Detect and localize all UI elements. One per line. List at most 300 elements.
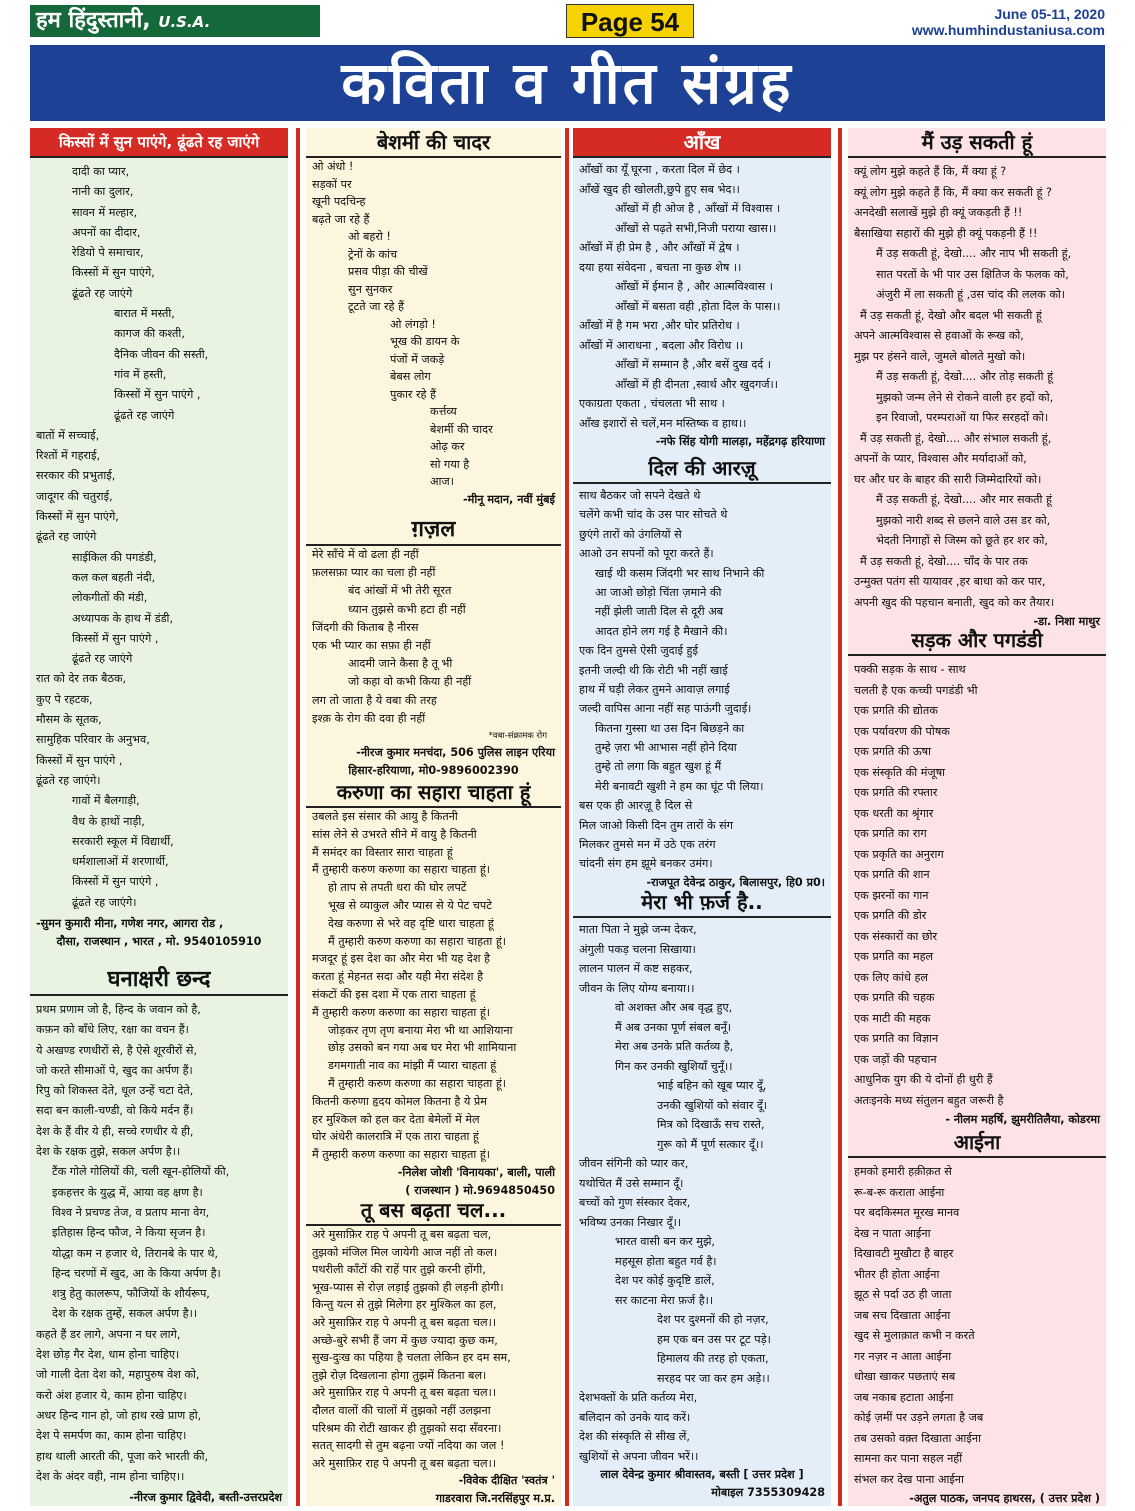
poem-line: सावन में मल्हार,	[72, 205, 138, 219]
poem-line: दिखावटी मुखौटा है बाहर	[854, 1247, 954, 1260]
poem-author: -अतुल पाठक, जनपद हाथरस, ( उत्तर प्रदेश )	[909, 1492, 1100, 1505]
poem-line: देशभक्तों के प्रति कर्तव्य मेरा,	[579, 1391, 698, 1404]
poem-line: सामुहिक परिवार के अनुभव,	[36, 733, 150, 747]
poem-line: देश की संस्कृति से सीख लें,	[579, 1430, 690, 1443]
poem-lines	[848, 656, 1106, 1111]
poem-author: -नीरज कुमार मनचंदा, 506 पुलिस लाइन एरिया	[356, 745, 555, 759]
poem-line: सामना कर पाना सहल नहीं	[854, 1452, 963, 1465]
poem-line: एक संस्कारों का छोर	[854, 929, 938, 943]
poem-line: तुम्हे तो लगा कि बहुत खुश हूं मैं	[595, 760, 722, 774]
poem-title: मैं उड़ सकती हूं	[848, 128, 1106, 158]
column-divider	[296, 128, 300, 1506]
poem-line: अरे मुसाफ़िर राह पे अपनी तू बस बढ़ता चल।।	[312, 1456, 497, 1470]
poem-line: मिल जाओ किसी दिन तुम तारों के संग	[579, 818, 733, 832]
poem-line: सुन सुनकर	[348, 282, 393, 296]
poem-line: कल कल बहती नंदी,	[72, 570, 156, 584]
poem-line: गांव में हस्ती,	[114, 367, 167, 381]
poem-author: -विवेक दीक्षित 'स्वतंत्र '	[458, 1474, 555, 1488]
poem-line: वो अशक्त और अब वृद्ध हुए,	[615, 1001, 733, 1014]
poem-line: अधर हिन्द गान हो, जो हाथ रखे प्राण हो,	[36, 1408, 202, 1422]
poem-line: संकटों की इस दशा में एक तारा चाहता हूं	[312, 987, 476, 1001]
poem-line: कर्त्तव्य	[430, 405, 457, 418]
poem-author: - नीलम महर्षि, झुमरीतिलैया, कोडरमा	[945, 1113, 1100, 1126]
poem-line: ओ लंगड़ो !	[390, 317, 436, 331]
poem-line: मुझ पर हंसने वाले, जुमले बोलते मुखो को।	[854, 349, 1026, 363]
poem-line: झूठ से पर्दा उठ ही जाता	[854, 1288, 952, 1301]
poem-line: जब सच दिखाता आईना	[854, 1308, 951, 1322]
page-number: Page 54	[566, 4, 694, 38]
poem-line: अध्यापक के हाथ में डंडी,	[72, 611, 174, 625]
poem-line: साईकिल की पगडंडी,	[72, 550, 157, 564]
poem-line: ध्यान तुझसे कभी हटा ही नहीं	[348, 602, 466, 616]
poem-line: हम एक बन उस पर टूट पड़े।	[657, 1332, 771, 1346]
poem-line: एक प्रगति की शान	[854, 868, 930, 881]
poem-line: हमको हमारी हक़ीक़त से	[854, 1165, 952, 1178]
poem-line: बस एक ही आरज़ू है दिल से	[579, 799, 693, 813]
poem-title: सड़क और पगडंडी	[848, 626, 1106, 656]
poem-badhta-chal	[306, 1196, 561, 1506]
poem-line: जो कहा वो कभी किया ही नहीं	[348, 675, 472, 689]
section-banner: कविता व गीत संग्रह	[30, 45, 1105, 121]
poem-author: -नीरज कुमार द्विवेदी, बस्ती-उत्तरप्रदेश	[129, 1491, 282, 1505]
poem-line: मैं तुम्हारी करुण करुणा का सहारा चाहता हूं।	[312, 1005, 491, 1019]
masthead-title: हम हिंदुस्तानी,	[36, 8, 151, 33]
poem-line: देश पे समर्पण का, काम होना चाहिए।	[36, 1429, 187, 1443]
poem-line: नानी का दुलार,	[72, 185, 134, 199]
poem-ghanakshari	[30, 966, 288, 1506]
poem-line: जीवन के लिए योग्य बनाया।।	[579, 981, 695, 995]
poem-line: पर बदकिस्मत मूरख मानव	[854, 1206, 960, 1219]
poem-line: जल्दी वापिस आना नहीं सह पाऊंगी जुदाई।	[579, 702, 752, 716]
poem-line: हर मुश्किल को हल कर देता बेमेलों में मेल	[312, 1112, 480, 1126]
poem-line: अपने आत्मविश्वास से हवाओं के रूख को,	[854, 329, 1024, 342]
poem-line: अरे मुसाफ़िर राह पे अपनी तू बस बढ़ता चल,	[312, 1228, 492, 1241]
poem-line: एक प्रगति की डोर	[854, 909, 927, 922]
poem-line: कफ़न को बाँधे लिए, रक्षा का वचन हैं।	[36, 1023, 189, 1037]
poem-dil-ki-aarzoo	[573, 454, 831, 892]
poem-line: किस्सों में सुन पाएंगे,	[72, 266, 155, 280]
poem-line: सरकारी स्कूल में विद्यार्थी,	[72, 834, 174, 848]
poem-author: -डा. निशा माथुर	[1033, 615, 1100, 628]
poem-line: देख न पाता आईना	[854, 1226, 931, 1240]
poem-line: एक पर्यावरण की पोषक	[854, 724, 950, 738]
poem-line: खुद से मुलाक़ात कभी न करते	[854, 1329, 975, 1342]
poem-line: आँख इशारों से चलें,मन मस्तिष्क व हाथ।।	[579, 416, 747, 430]
poem-line: रिपु को शिकस्त देते, धूल उन्हें चटा देते,	[36, 1084, 194, 1098]
poem-line: अपनों के प्यार, विश्वास और मर्यादाओं को,	[854, 452, 1027, 465]
poem-title: दिल की आरज़ू	[573, 454, 831, 484]
poem-line: आँखों में ईमान है , और आत्मविश्वास ।	[615, 280, 773, 293]
poem-line: रू-ब-रू कराता आईना	[854, 1185, 945, 1199]
poem-line: ढूंढते रह जाएंगे	[72, 286, 133, 300]
poem-line: एक संस्कृति की मंजूषा	[854, 765, 946, 779]
poem-line: ढूंढते रह जाएंगे	[36, 530, 97, 544]
poem-main-ud-sakti-hoon	[848, 128, 1106, 631]
poem-line: ओ अंधो !	[312, 160, 354, 173]
poem-author-address: गाडरवारा जि.नरसिंहपुर म.प्र.	[435, 1492, 555, 1506]
poem-lines	[306, 808, 561, 1164]
poem-line: एक माटी की महक	[854, 1011, 931, 1025]
poem-line: भविष्य उनका निखार दूँ।।	[579, 1215, 682, 1229]
poem-line: सड़कों पर	[312, 177, 352, 191]
poem-line: सरहद पर जा कर हम अड़े।।	[657, 1371, 770, 1385]
poem-line: आँखों में ही दीनता ,स्वार्थ और खुदगर्ज।।	[615, 377, 779, 391]
poem-author-address: दौसा, राजस्थान , भारत , मो. 9540105910	[56, 934, 262, 948]
poem-title: ग़ज़ल	[306, 516, 561, 546]
poem-author-address: हिसार-हरियाणा, मो0-9896002390	[348, 763, 519, 777]
poem-line: छुएंगे तारों को उंगलियों से	[579, 527, 682, 541]
poem-line: तुझको मंजिल मिल जायेगी आज नहीं तो कल।	[312, 1245, 498, 1259]
poem-line: आओ उन सपनों को पूरा करते हैं।	[579, 547, 714, 561]
poem-line: उबलते इस संसार की आयु है कितनी	[312, 810, 458, 823]
poem-line: किस्सों में सुन पाएंगे ,	[114, 388, 201, 402]
poem-lines	[573, 484, 831, 874]
poem-ghazal	[306, 516, 561, 780]
poem-line: सर काटना मेरा फ़र्ज है।।	[615, 1293, 714, 1307]
poem-line: अरे मुसाफ़िर राह पे अपनी तू बस बढ़ता चल।।	[312, 1315, 497, 1329]
poem-line: भूख की डायन के	[390, 335, 460, 348]
poem-line: योद्धा कम न हजार थे, तिरानबे के पार थे,	[52, 1246, 219, 1260]
poem-line: मिलकर तुमसे मन में उठे एक तरंग	[579, 838, 716, 852]
poem-line: डगमगाती नाव का मांझी मैं प्यारा चाहता हूं	[328, 1059, 497, 1073]
poem-line: ढूंढते रह जाएंगे।	[72, 895, 137, 909]
poem-author-address: ( राजस्थान ) मो.9694850450	[405, 1183, 555, 1197]
poem-lines	[30, 996, 288, 1487]
footnote: *वबा-संक्रामक रोग	[488, 730, 547, 741]
poem-line: जीवन संगिनी को प्यार कर,	[579, 1157, 689, 1170]
poem-line: एक धरती का श्रृंगार	[854, 806, 934, 820]
poem-line: वैध के हाथों नाड़ी,	[72, 814, 145, 828]
poem-line: अंगुली पकड़ चलना सिखाया।	[579, 942, 696, 956]
poem-line: देश के रक्षक तुझे, सकल अर्पण है।।	[36, 1145, 181, 1159]
poem-line: छोड़ उसको बन गया अब घर मेरा भी शामियाना	[328, 1041, 517, 1055]
poem-line: मैं अब उनका पूर्ण संबल बनूँ।	[615, 1020, 732, 1034]
poem-line: देश के अंदर वही, नाम होना चाहिए।।	[36, 1469, 185, 1483]
poem-title: किस्सों में सुन पाएंगे, ढूंढते रह जाएंगे	[30, 128, 288, 158]
poem-line: मेरे साँचे में वो ढला ही नहीं	[312, 548, 419, 561]
poem-line: ये अखण्ड रणधीरों से, है ऐसे शूरवीरों से,	[36, 1043, 197, 1057]
poem-author-phone: मोबाइल 7355309428	[711, 1486, 825, 1499]
poem-line: किस्सों में सुन पाएंगे ,	[72, 631, 159, 645]
poem-lines	[573, 158, 831, 433]
poem-line: टूटते जा रहे हैं	[348, 300, 404, 313]
poem-line: आदत होने लग गई है मैखाने की।	[595, 624, 728, 638]
poem-line: चलती है एक कच्ची पगडंडी भी	[854, 683, 978, 697]
poem-line: प्रसव पीड़ा की चीखें	[348, 265, 428, 278]
poem-line: गुरू को मैं पूर्ण सत्कार दूँ।।	[657, 1137, 764, 1151]
poem-line: धर्मशालाओं में शरणार्थी,	[72, 855, 169, 869]
poem-line: मेरा अब उनके प्रति कर्तव्य है,	[615, 1040, 734, 1053]
poem-line: आदमी जाने कैसा है तू भी	[348, 657, 453, 671]
poem-line: बच्चों को गुण संस्कार देकर,	[579, 1196, 691, 1209]
poem-line: बलिदान को उनके याद करें।	[579, 1410, 691, 1424]
poem-author: -मीनू मदान, नवीं मुंबई	[462, 492, 555, 506]
poem-line: नहीं झेली जाती दिल से दूरी अब	[595, 605, 724, 619]
poem-line: इतनी जल्दी थी कि रोटी भी नहीं खाई	[579, 663, 728, 677]
poem-line: लोकगीतों की मंडी,	[72, 591, 148, 605]
poem-lines	[573, 918, 831, 1466]
poem-lines	[306, 158, 561, 491]
poem-line: दया हया संवेदना , बचता ना कुछ शेष ।।	[579, 260, 742, 274]
poem-line: चलेंगे कभी चांद के उस पार सोचते थे	[579, 508, 728, 522]
poem-line: इकहत्तर के युद्ध में, आया वह क्षण है।	[52, 1185, 203, 1199]
poem-line: सांस लेने से उभरते सीने में वायु है कितनी	[312, 827, 477, 841]
poem-line: मौसम के सूतक,	[36, 713, 102, 727]
poem-title: घनाक्षरी छन्द	[30, 966, 288, 996]
poem-line: किस्सों में सुन पाएंगे ,	[72, 875, 159, 889]
column-divider	[838, 128, 842, 1506]
poem-line: कितना गुस्सा था उस दिन बिछड़ने का	[595, 721, 745, 735]
poem-line: विश्व ने प्रचण्ड तेज, व प्रताप माना वेग,	[52, 1205, 210, 1219]
poem-line: जो गाली देता देश को, महापुरुष वेश को,	[36, 1368, 200, 1382]
poem-line: अच्छे-बुरे सभी हैं जग में कुछ ज्यादा कुछ कम,	[312, 1333, 498, 1347]
poem-line: ट्रेनों के कांच	[348, 247, 398, 261]
poem-kisson	[30, 128, 288, 951]
poem-line: क्यूं लोग मुझे कहते हैं कि, मैं क्या हूं ?	[854, 165, 1007, 178]
poem-line: देख करुणा से भरे वह दृष्टि धारा चाहता हूं	[328, 916, 494, 930]
poem-line: हो ताप से तपती धरा की घोर लपटें	[328, 881, 467, 895]
poem-title: तू बस बढ़ता चल...	[306, 1196, 561, 1226]
poem-line: भारत वासी बन कर मुझे,	[615, 1235, 715, 1248]
column-2	[306, 128, 561, 1506]
poem-line: रेडियो पे समाचार,	[72, 246, 144, 260]
poem-line: बातों में सच्चाई,	[36, 428, 100, 442]
poem-line: मुझको जन्म लेने से रोकने वाली हर हदों को,	[876, 390, 1054, 404]
poem-aaina	[848, 1128, 1106, 1506]
poem-line: कागज की कश्ती,	[114, 327, 185, 341]
poem-line: ढूंढते रह जाएंगे	[72, 652, 133, 666]
poem-line: खूनी पदचिन्ह	[312, 195, 366, 208]
poem-line: बेबस लोग	[390, 370, 431, 383]
poem-line: एकाग्रता एकता , चंचलता भी साथ ।	[579, 397, 725, 410]
poem-line: मैं तुम्हारी करुण करुणा का सहारा चाहता हूं।	[312, 863, 491, 877]
poem-line: देश के रक्षक तुम्हें, सकल अर्पण है।।	[52, 1307, 198, 1321]
poem-line: आँखों से पढ़ते सभी,निजी पराया खास।।	[615, 221, 777, 235]
poem-line: करता हूं मेहनत सदा और यही मेरा संदेश है	[312, 970, 484, 984]
poem-line: फ़लसफ़ा प्यार का चला ही नहीं	[312, 566, 436, 580]
poem-line: तब उसको वक़्त दिखाता आईना	[854, 1431, 981, 1445]
poem-line: कुए पे रहटक,	[36, 692, 93, 706]
poem-line: घोर अंधेरी कालरात्रि में एक तारा चाहता हूं	[312, 1130, 479, 1144]
poem-line: हिमालय की तरह हो एकता,	[657, 1352, 769, 1365]
column-1	[30, 128, 288, 1506]
poem-author: -निलेश जोशी 'विनायका', बाली, पाली	[397, 1165, 555, 1179]
poem-line: जादूगर की चतुराई,	[36, 489, 113, 503]
poem-line: आँखों में बसता वही ,होता दिल के पास।।	[615, 299, 781, 313]
poem-line: आँखों में है गम भरा ,और घोर प्रतिरोध ।	[579, 319, 740, 332]
poem-author: -नफे सिंह योगी मालड़ा, महेंद्रगढ़ हरियाणा	[655, 435, 825, 448]
poem-line: दादी का प्यार,	[72, 165, 130, 178]
poem-lines	[30, 158, 288, 913]
poem-line: अरे मुसाफ़िर राह पे अपनी तू बस बढ़ता चल।।	[312, 1386, 497, 1400]
poem-lines	[848, 158, 1106, 613]
poem-line: अपनी खुद की पहचान बनाती, खुद को कर तैयार।	[854, 595, 1055, 609]
poem-title: बेशर्मी की चादर	[306, 128, 561, 158]
column-4	[848, 128, 1106, 1506]
poem-line: टैंक गोले गोलियों की, चली खून-होलियों की,	[52, 1165, 230, 1179]
poem-line: उन्मुक्त पतंग सी यायावर ,हर बाधा को कर पार,	[854, 575, 1046, 588]
poem-line: प्रथम प्रणाम जो है, हिन्द के जवान को है,	[36, 1003, 201, 1016]
poem-line: मैं उड़ सकती हूं, देखो.... और मार सकती हूं	[876, 493, 1052, 506]
poem-line: मैं उड़ सकती हूं, देखो.... और संभाल सकती हूं,	[860, 431, 1052, 445]
poem-line: आज।	[430, 475, 454, 488]
poem-line: यथोचित मैं उसे सम्मान दूँ।	[579, 1176, 684, 1190]
poem-line: आँखों में ही प्रेम है , और आँखों में द्वेष ।	[579, 241, 740, 254]
poem-line: भूख-प्यास से रोज़ लड़ाई तुझको ही लड़नी होगी।	[312, 1280, 504, 1294]
poem-lines	[306, 1226, 561, 1472]
poem-line: क्यूं लोग मुझे कहते हैं कि, मैं क्या कर सकती हूं ?	[854, 185, 1052, 199]
poem-line: एक लिए कांधे हल	[854, 970, 929, 984]
poem-line: बेशर्मी की चादर	[430, 422, 493, 436]
poem-line: जो करते सीमाओं पे, खुद का अर्पण हैं।	[36, 1063, 193, 1077]
poem-line: भेदती निगाहों से जिस्म को छूते हर शर को,	[876, 534, 1048, 547]
poem-line: आ जाओ छोड़ो चिंता ज़माने की	[595, 585, 722, 599]
poem-line: बारात में मस्ती,	[114, 307, 175, 321]
poem-line: देश पर दुश्मनों की हो नज़र,	[657, 1313, 769, 1326]
poem-line: अंजुरी में ला सकती हूं ,उस चांद की ललक को।	[876, 288, 1066, 301]
poem-line: एक प्रगति की ऊषा	[854, 745, 932, 758]
poem-line: सदा बन काली-चण्डी, वो किये मर्दन हैं।	[36, 1104, 194, 1118]
poem-title: करुणा का सहारा चाहता हूं	[306, 778, 561, 808]
poem-line: उनकी खुशियों को संवार दूँ।	[657, 1098, 768, 1112]
poem-line: कितनी करुणा हृदय कोमल कितना है ये प्रेम	[312, 1094, 487, 1108]
poem-title: आईना	[848, 1128, 1106, 1158]
poem-line: एक दिन तुमसे ऐसी जुदाई हुई	[579, 644, 698, 658]
poem-line: आँखों का यूँ घूरना , करता दिल में छेद ।	[579, 163, 740, 176]
website-link[interactable]: www.humhindustaniusa.com	[911, 22, 1105, 38]
poem-line: मेरी बनावटी खुशी ने हम का घूंट पी लिया।	[595, 779, 764, 793]
poem-line: माता पिता ने मुझे जन्म देकर,	[579, 923, 697, 936]
poem-line: ढूंढते रह जाएंगे।	[36, 773, 101, 787]
poem-mera-bhi-farz	[573, 888, 831, 1502]
poem-line: एक जड़ों की पहचान	[854, 1052, 937, 1066]
poem-line: एक प्रगति की चहक	[854, 991, 935, 1004]
poem-line: आँखों में आराधना , बदला और विरोध ।।	[579, 338, 744, 352]
poem-line: मैं उड़ सकती हूं, देखो.... और तोड़ सकती हूं	[876, 370, 1054, 383]
poem-line: एक प्रगति का राग	[854, 827, 927, 840]
poem-line: रात को देर तक बैठक,	[36, 672, 127, 686]
column-divider	[565, 128, 569, 1506]
poem-line: शत्रु हेतु कालरूप, फौजियों के शौर्यरूप,	[52, 1287, 210, 1301]
poem-line: दौलत वालों की चालों में तुझको नहीं उलझना	[312, 1403, 491, 1417]
poem-line: एक प्रगति की रफ्तार	[854, 786, 938, 799]
poem-line: हाथ थाली आरती की, पूजा करे भारती की,	[36, 1449, 209, 1463]
poem-line: कहते हैं डर लागे, अपना न घर लागे,	[36, 1327, 181, 1341]
poem-line: बैसाखिया सहारों की मुझे ही क्यूं पकड़नी हैं !!	[854, 226, 1038, 240]
poem-besharmi	[306, 128, 561, 509]
poem-line: रिश्तों में गहराई,	[36, 449, 101, 463]
poem-line: सतत् सादगी से तुम बढ़ना ज्यों नदिया का जल !	[312, 1439, 505, 1453]
poem-line: ओढ़ कर	[430, 440, 465, 453]
poem-author: लाल देवेन्द्र कुमार श्रीवास्तव, बस्ती [ उत्तर प्रदेश ]	[600, 1468, 804, 1481]
poem-line: खाई थी कसम जिंदगी भर साथ निभाने की	[595, 566, 765, 580]
poem-line: मैं उड़ सकती हूं, देखो.... और नाप भी सकती हूं,	[876, 247, 1072, 260]
issue-date: June 05-11, 2020	[994, 6, 1105, 22]
poem-line: एक भी प्यार का सफ़ा ही नहीं	[312, 638, 431, 652]
poem-line: तुम्हे ज़रा भी आभास नहीं होने दिया	[595, 741, 737, 755]
poem-line: मजदूर हूं इस देश का और मेरा भी यह देश है	[312, 952, 490, 966]
poem-line: एक प्रकृति का अनुराग	[854, 847, 944, 861]
poem-line: लग तो जाता है ये वबा की तरह	[312, 693, 437, 707]
poem-line: दैनिक जीवन की सस्ती,	[114, 347, 209, 361]
poem-line: खुशियों से अपना जीवन भरें।।	[579, 1449, 699, 1463]
poem-line: परिश्रम की रोटी खाकर ही तुझको सदा सँवरना।	[312, 1421, 502, 1435]
poem-line: हाथ में घड़ी लेकर तुमने आवाज़ लगाई	[579, 682, 730, 696]
poem-line: ढूंढते रह जाएंगे	[114, 408, 175, 422]
poem-line: देश पर कोई कुदृष्टि डालें,	[615, 1274, 715, 1287]
poem-line: सरकार की प्रभुताई,	[36, 469, 116, 483]
poem-line: एक प्रगति का महल	[854, 950, 934, 963]
poem-line: पुकार रहे हैं	[390, 387, 436, 401]
poem-line: धोखा खाकर पछताएं सब	[854, 1370, 956, 1383]
poem-line: ओ बहरो !	[348, 230, 391, 243]
poem-line: मैं तुम्हारी करुण करुणा का सहारा चाहता हूं।	[328, 934, 507, 948]
masthead-usa: U.S.A.	[158, 13, 211, 31]
poem-line: सो गया है	[430, 457, 470, 471]
masthead	[30, 5, 320, 37]
poem-line: गिन कर उनकी खुशियाँ चुनूँ।।	[615, 1059, 733, 1073]
poem-sadak-aur-pagdandi	[848, 626, 1106, 1129]
poem-line: मैं तुम्हारी करुण करुणा का सहारा चाहता हूं।	[312, 1148, 491, 1162]
poem-line: हिन्द चरणों में खुद, आ के किया अर्पण है।	[52, 1266, 221, 1280]
poem-line: देश के हैं वीर ये ही, सच्चे रणधीर ये ही,	[36, 1124, 194, 1138]
poem-line: आँखें खुद ही खोलती,छुपे हुए सब भेद।।	[579, 182, 740, 196]
poem-line: लालन पालन में कष्ट सहकर,	[579, 962, 693, 975]
poem-line: मैं उड़ सकती हूं, देखो.... चाँद के पार तक	[860, 554, 1028, 568]
poem-line: मैं उड़ सकती हूं, देखो और बदल भी सकती हूं	[860, 308, 1042, 322]
poem-line: पक्की सड़क के साथ - साथ	[854, 663, 966, 676]
poem-title: मेरा भी फ़र्ज है..	[573, 888, 831, 918]
poem-line: घर और घर के बाहर की सारी जिम्मेदारियों को।	[854, 472, 1042, 486]
poem-line: जोड़कर तृण तृण बनाया मेरा भी था आशियाना	[328, 1023, 513, 1037]
poem-line: संभल कर देख पाना आईना	[854, 1472, 964, 1486]
poem-line: मैं समंदर का विस्तार सारा चाहता हूं	[312, 845, 453, 859]
poem-line: किन्तु यत्न से तुझे मिलेगा हर मुश्किल का हल,	[312, 1298, 497, 1312]
poem-line: आँखों में सम्मान है ,और बसें दुख दर्द ।	[615, 358, 772, 371]
poem-line: मुझको नारी शब्द से छलने वाले उस डर को,	[876, 513, 1051, 527]
poem-line: देश छोड़ गैर देश, धाम होना चाहिए।	[36, 1348, 180, 1362]
poem-line: करो अंश हजार ये, काम होना चाहिए।	[36, 1388, 187, 1402]
poem-line: अपनों का दीदार,	[72, 225, 141, 239]
poem-aankh	[573, 128, 831, 451]
poem-author: -राजपूत देवेन्द्र ठाकुर, बिलासपुर, हि0 प्र0।	[646, 875, 825, 889]
poem-line: मैं तुम्हारी करुण करुणा का सहारा चाहता हूं।	[328, 1076, 507, 1090]
poem-author: -सुमन कुमारी मीना, गणेश नगर, आगरा रोड ,	[36, 916, 224, 930]
poem-line: भीतर ही होता आईना	[854, 1267, 940, 1281]
poem-line: महसूस होता बहुत गर्व है।	[615, 1254, 717, 1268]
poem-line: पथरीली काँटों की राहें पार तुझे करनी होंगी,	[312, 1263, 486, 1277]
poem-line: चांदनी संग हम झूमे बनकर उमंग।	[579, 857, 713, 871]
poem-lines	[306, 546, 561, 728]
poem-line: जिंदगी की किताब है नीरस	[312, 620, 419, 634]
poem-line: जब नकाब हटाता आईना	[854, 1390, 954, 1404]
poem-line: किस्सों में सुन पाएंगे,	[36, 510, 119, 524]
poem-karuna	[306, 778, 561, 1200]
poem-line: सुख-दुःख का पहिया है चलता लेकिन हर दम सम,	[312, 1351, 511, 1365]
poem-line: गावों में बैलगाड़ी,	[72, 794, 140, 808]
poem-line: तुझे रोज़ दिखलाना होगा तुझमें कितना बल।	[312, 1368, 487, 1382]
poem-line: बढ़ते जा रहे हैं	[312, 212, 370, 226]
poem-line: इतिहास हिन्द फौज, ने किया सृजन है।	[52, 1226, 206, 1240]
poem-line: सात परतों के भी पार उस क्षितिज के फलक को,	[876, 267, 1069, 281]
poem-line: मित्र को दिखाऊँ सच रास्ते,	[657, 1118, 765, 1131]
poem-title: आँख	[573, 128, 831, 158]
poem-line: अनदेखी सलाखें मुझे ही क्यूं जकड़ती हैं !!	[854, 206, 1023, 219]
poem-line: आँखों में ही ओज है , आँखों में विश्वास ।	[615, 202, 781, 215]
poem-lines	[848, 1158, 1106, 1490]
poem-line: भाई बहिन को खूब प्यार दूँ,	[657, 1079, 767, 1092]
header-info	[912, 6, 1105, 38]
